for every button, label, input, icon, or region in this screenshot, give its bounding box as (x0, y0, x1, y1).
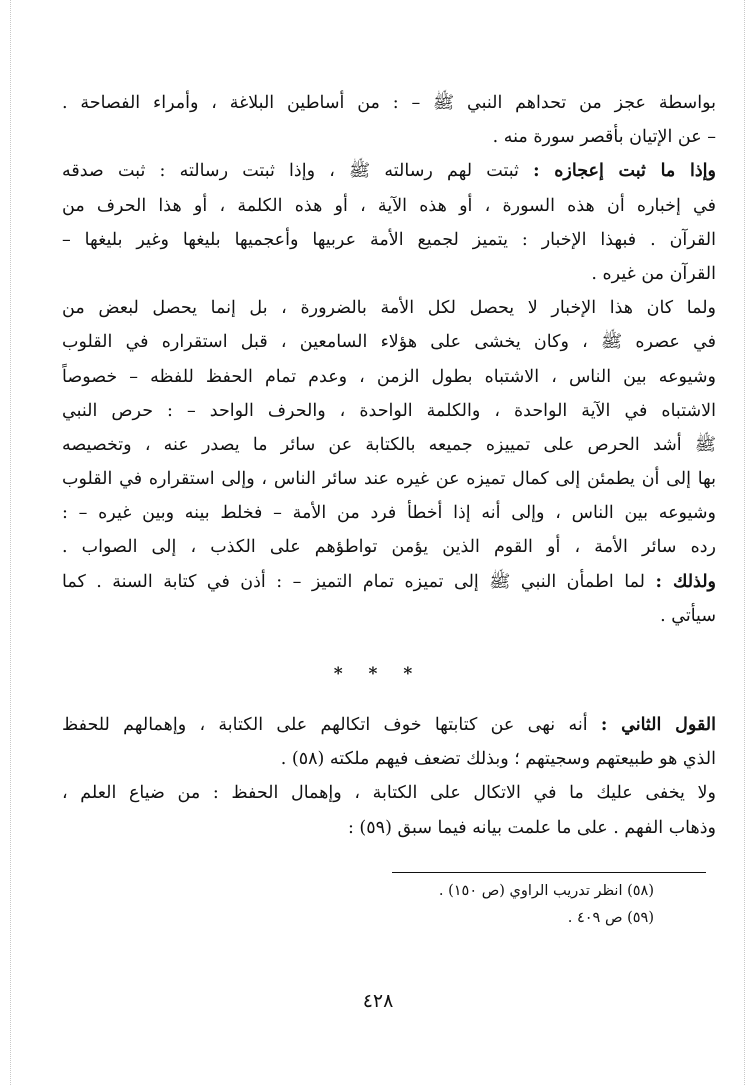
text-run: وشيوعه بين الناس ، الاشتباه بطول الزمن ، وعدم تمام الحفظ للفظه – خصوصاً (62, 366, 716, 387)
text-line (62, 154, 716, 188)
main-text-bottom (62, 708, 716, 845)
text-run: الاشتباه في الآية الواحدة ، والكلمة الواحدة ، والحرف الواحد – : حرص النبي (62, 400, 716, 421)
text-line (62, 325, 716, 359)
margin-guide-left (10, 0, 11, 1085)
section-separator-stars: * * * (333, 664, 423, 684)
text-run: الذي هو طبيعتهم وسجيتهم ؛ وبذلك تضعف فيهم ملكته (٥٨) . (280, 749, 716, 770)
footnote-58: (٥٨) انظر تدريب الراوي (ص ١٥٠) . (438, 883, 654, 899)
text-line (62, 708, 716, 742)
text-line (62, 811, 716, 845)
text-line (62, 223, 716, 257)
text-line (62, 462, 716, 496)
main-text-top (62, 86, 716, 633)
text-run: ولا يخفى عليك ما في الاتكال على الكتابة ، وإهمال الحفظ : من ضياع العلم ، (62, 783, 716, 804)
text-run: رده سائر الأمة ، أو القوم الذين يؤمن تواطؤهم على الكذب ، إلى الصواب . (62, 537, 716, 558)
text-line (62, 86, 716, 120)
text-run: في إخباره أن هذه السورة ، أو هذه الآية ، أو هذه الكلمة ، أو هذا الحرف من (62, 195, 716, 216)
bold-lead-phrase: القول الثاني : (600, 715, 716, 735)
text-line (62, 530, 716, 564)
footnote-59: (٥٩) ص ٤٠٩ . (567, 910, 654, 926)
text-line (62, 428, 716, 462)
text-line (62, 776, 716, 810)
text-line (62, 394, 716, 428)
text-run: وشيوعه بين الناس ، وإلى أنه إذا أخطأ فرد من الأمة – فخلط بينه وبين غيره – : (62, 503, 716, 524)
text-line (62, 291, 716, 325)
text-run: سيأتي . (660, 605, 716, 626)
text-run: ﷺ أشد الحرص على تمييزه جميعه بالكتابة عن سائر ما يصدر عنه ، وتخصيصه (62, 434, 716, 455)
text-run: بواسطة عجز من تحداهم النبي ﷺ – : من أساطين البلاغة ، وأمراء الفصاحة . (62, 93, 716, 113)
text-line (62, 120, 716, 154)
page-number: ٤٢٨ (362, 990, 394, 1012)
text-line (62, 189, 716, 223)
bold-lead-phrase: ولذلك : (655, 571, 716, 592)
text-line (62, 496, 716, 530)
text-run: لما اطمأن النبي ﷺ إلى تميزه تمام التميز – : أذن في كتابة السنة . كما (62, 571, 656, 592)
text-run: القرآن من غيره . (591, 263, 716, 284)
text-run: – عن الإتيان بأقصر سورة منه . (492, 127, 716, 148)
text-run: القرآن . فبهذا الإخبار : يتميز لجميع الأمة عربيها وأعجميها بليغها وغير بليغها – (62, 229, 716, 250)
text-run: ثبتت لهم رسالته ﷺ ، وإذا ثبتت رسالته : ثبت صدقه (62, 161, 534, 182)
text-run: بها إلى أن يطمئن إلى كمال تميزه عن غيره عند سائر الناس ، وإلى استقراره في القلوب (62, 469, 716, 490)
text-run: في عصره ﷺ ، وكان يخشى على هؤلاء السامعين ، قبل استقراره في القلوب (62, 332, 716, 353)
text-line (62, 599, 716, 633)
text-line (62, 565, 716, 599)
text-line (62, 742, 716, 776)
footnote-rule (392, 872, 706, 873)
text-line (62, 360, 716, 394)
bold-lead-phrase: وإذا ما ثبت إعجازه : (533, 161, 716, 182)
text-run: وذهاب الفهم . على ما علمت بيانه فيما سبق (٥٩) : (347, 817, 716, 838)
text-line (62, 257, 716, 291)
text-run: أنه نهى عن كتابتها خوف اتكالهم على الكتابة ، وإهمالهم للحفظ (62, 715, 601, 735)
footnotes (300, 878, 654, 932)
text-run: ولما كان هذا الإخبار لا يحصل لكل الأمة بالضرورة ، بل إنما يحصل لبعض من (62, 298, 716, 319)
margin-guide-right (744, 0, 745, 1085)
